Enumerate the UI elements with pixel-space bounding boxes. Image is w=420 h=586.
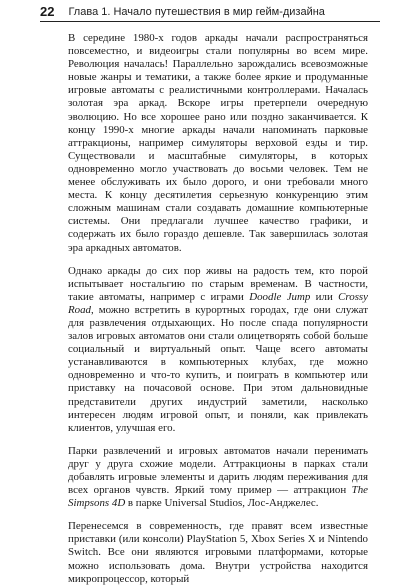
paragraph-amusement-parks (68, 445, 368, 510)
paragraph-text: Однако аркады до сих пор живы на радость тем, кто порой испытывает ностальгию по старым временам. В частности, такие автоматы, например с играми (68, 264, 368, 303)
game-title-doodle-jump: Doodle Jump (249, 290, 311, 303)
chapter-title: Глава 1. Начало путешествия в мир гейм-дизайна (68, 6, 325, 18)
paragraph-text: , можно встретить в курортных городах, где они служат для развлечения отдыхающих. Но после спада популярности залов игровых автоматов они стали олицетворять собой больше социальный и виртуальный опыт. Чаще всего автоматы устанавливаются в компьютерных клубах, где можно одновременно и что-то купить, и поиграть в компьютер или приставку на почасовой основе. При этом дальновидные представители других индустрий заметили, насколько интересен людям игровой опыт, и поняли, как привлекать клиентов, улучшая его. (68, 303, 368, 434)
paragraph-text: в парке Universal Studios, Лос-Анджелес. (125, 497, 319, 510)
paragraph-arcade-today (68, 265, 368, 435)
paragraph-arcade-history: В середине 1980-х годов аркады начали распространяться повсеместно, и видеоигры стали популярны во всем мире. Революция началась! Параллельно зарождались всевозможные новые жанры и тематики, а также более яркие и продуманные игровые автоматы с реалистичными контроллерами. Началась золотая эра аркад. Вскоре игры претерпели очередную эволюцию. Но все хорошее рано или поздно заканчивается. К концу 1990-х многие аркады начали напоминать парковые аттракционы, например симуляторы верховой езды и тир. Существовали и масштабные симуляторы, в которых одновременно могло участвовать до восьми человек. Тем не менее обслуживать их было дорого, и они требовали много места. К концу десятилетия серьезную конкуренцию этим сложным машинам стали создавать домашние компьютерные системы. Они предлагали лучшее качество графики, и содержать их было гораздо дешевле. Так завершилась золотая эра аркадных автоматов. (68, 32, 368, 254)
attraction-title: The Simpsons 4D (68, 484, 368, 510)
paragraph-text: или (310, 290, 339, 303)
page-number: 22 (40, 4, 55, 19)
paragraph-modern-consoles: Перенесемся в современность, где правят всем известные приставки (или консоли) PlayStation 5, Xbox Series X и Nintendo Switch. Все они являются игровыми платформами, которые можно использовать дома. Внутри устройства находится микропроцессор, который (68, 520, 368, 585)
game-title-crossy-road: Crossy Road (68, 290, 369, 316)
body-text (68, 32, 368, 586)
paragraph-text: Парки развлечений и игровых автоматов начали перенимать друг у друга схожие модели. Аттракционы в парках стали добавлять игровые элементы и дарить людям переживания для всех органов чувств. Яркий тому пример — аттракцион (68, 444, 368, 497)
running-header (40, 0, 380, 22)
